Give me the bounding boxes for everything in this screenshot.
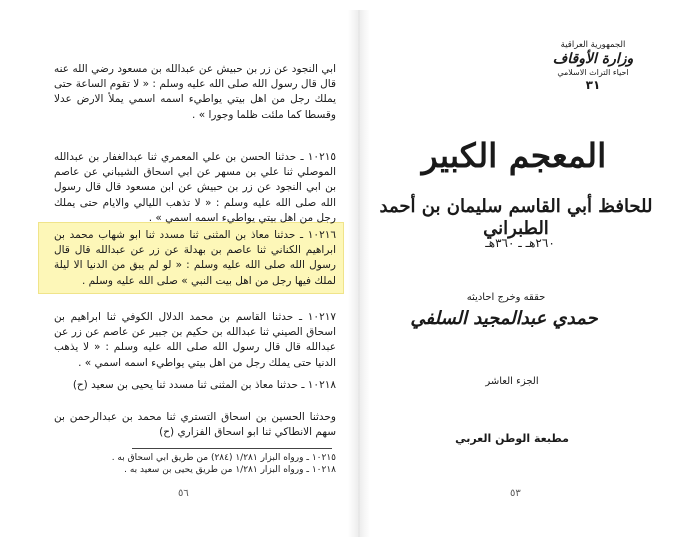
hadith-10218-chain: وحدثنا الحسين بن اسحاق التستري ثنا محمد بن عبدالرحمن بن سهم الانطاكي ثنا ابو اسحاق الفزاري (ح) xyxy=(54,411,336,439)
hadith-paragraph: ابي النجود عن زر بن حبيش عن عبدالله بن مسعود رضي الله عنه قال قال رسول الله صلى الله عليه وسلم : « لا تقوم الساعة حتى يملك رجل من اهل بيتي يواطيء اسمه اسمي يملأ الارض عدلا وقسطا كما ملئت ظلما وجورا » . xyxy=(54,63,336,121)
book-title: المعجم الكبير xyxy=(421,136,607,175)
ministry-line: احياء التراث الاسلامي xyxy=(557,68,629,77)
volume-label: الجزء العاشر xyxy=(485,376,539,387)
edited-by-label: حققه وخرج احاديثه xyxy=(466,292,546,303)
publisher-name: مطبعة الوطن العربي xyxy=(455,432,569,445)
ministry-header xyxy=(548,40,638,92)
page-number: ٥٣ xyxy=(510,488,521,499)
series-number: ٣١ xyxy=(585,78,601,92)
hadith-10216: ١٠٢١٦ ـ حدثنا معاذ بن المثنى ثنا مسدد ثنا ابو شهاب محمد بن ابراهيم الكناني ثنا عاصم بن بهدلة عن زر عن عبدالله قال قال رسول الله صلى الله عليه وسلم : « لو لم يبق من الدنيا الا ليلة لملك فيها رجل من اهل بيت النبي » صلى الله عليه وسلم . xyxy=(54,229,336,287)
hadith-10217: ١٠٢١٧ ـ حدثنا القاسم بن محمد الدلال الكوفي ثنا ابراهيم بن اسحاق الصيني ثنا عبدالله بن حكيم بن جبير عن عاصم عن زر عن عبدالله قال قال رسول الله صلى الله عليه وسلم : « لا يذهب الدنيا حتى يملك رجل من اهل بيتي يواطيء اسمه اسمي » . xyxy=(54,311,336,369)
book-author: للحافظ أبي القاسم سليمان بن أحمد الطبراني xyxy=(379,196,653,239)
author-dates: ٢٦٠هـ ـ ٣٦٠هـ xyxy=(485,236,555,250)
page-number: ٥٦ xyxy=(178,488,189,499)
footnote: ١٠٢١٥ ـ ورواه البزار ١/٢٨١ (٢٨٤) من طريق ابي اسحاق به . xyxy=(111,453,336,463)
hadith-10215: ١٠٢١٥ ـ حدثنا الحسن بن علي المعمري ثنا عبدالغفار بن عبدالله الموصلي ثنا علي بن مسهر عن ابي اسحاق الشيباني عن عاصم بن ابي النجود عن زر بن حبيش عن ابن مسعود قال قال رسول الله صلى الله عليه وسلم : « لا تذهب الليالي والايام حتى يملك رجل من اهل بيتي يواطيء اسمه اسمي » . xyxy=(54,151,336,224)
editor-name: حمدي عبدالمجيد السلفي xyxy=(410,308,598,329)
ministry-line: الجمهورية العراقية xyxy=(560,40,626,50)
footnote: ١٠٢١٨ ـ ورواه البزار ١/٢٨١ من طريق يحيى بن سعيد به . xyxy=(124,465,336,475)
ministry-name: وزارة الأوقاف xyxy=(552,51,634,67)
footnote-divider xyxy=(132,448,332,449)
hadith-10218: ١٠٢١٨ ـ حدثنا معاذ بن المثنى ثنا مسدد ثنا يحيى بن سعيد (ح) xyxy=(72,379,336,391)
